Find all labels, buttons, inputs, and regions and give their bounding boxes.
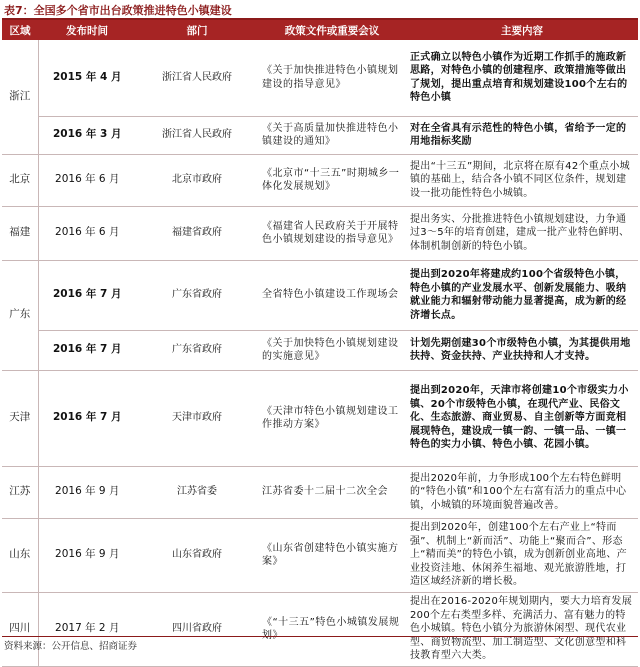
region-cell: 北京 (2, 154, 38, 206)
time-cell: 2015 年 4 月 (38, 40, 136, 116)
header-doc: 政策文件或重要会议 (258, 20, 406, 40)
region-cell: 四川 (2, 592, 38, 666)
table-row (2, 206, 638, 260)
table-row (2, 592, 638, 666)
doc-cell: 《天津市特色小镇规划建设工作推动方案》 (258, 370, 406, 466)
header-content: 主要内容 (406, 20, 638, 40)
region-cell: 江苏 (2, 466, 38, 518)
dept-cell: 浙江省人民政府 (136, 116, 258, 154)
dept-cell: 广东省政府 (136, 260, 258, 330)
header-region: 区域 (2, 20, 38, 40)
dept-cell: 山东省政府 (136, 518, 258, 592)
table-row (2, 466, 638, 518)
content-cell: 正式确立以特色小镇作为近期工作抓手的施政新思路，对特色小镇的创建程序、政策措施等做出了规划，提出重点培育和规划建设100个左右的特色小镇 (406, 40, 638, 116)
content-cell: 计划先期创建30个市级特色小镇，为其提供用地扶持、资金扶持、产业扶持和人才支持。 (406, 330, 638, 370)
table-row (2, 518, 638, 592)
time-cell: 2016 年 6 月 (38, 154, 136, 206)
time-cell: 2016 年 6 月 (38, 206, 136, 260)
time-cell: 2016 年 9 月 (38, 466, 136, 518)
content-cell: 提出在2016-2020年规划期内，要大力培育发展200个左右类型多样、充满活力、富有魅力的特色小城镇。特色小镇分为旅游休闲型、现代农业型、商贸物流型、加工制造型、文化创意型和科技教育型六大类。 (406, 592, 638, 666)
content-cell: 提出务实、分批推进特色小镇规划建设，力争通过3～5年的培育创建，建成一批产业特色鲜明、体制机制创新的特色小镇。 (406, 206, 638, 260)
dept-cell: 四川省政府 (136, 592, 258, 666)
table-row (2, 40, 638, 116)
doc-cell: 江苏省委十二届十二次全会 (258, 466, 406, 518)
header-dept: 部门 (136, 20, 258, 40)
time-cell: 2016 年 7 月 (38, 370, 136, 466)
time-cell: 2017 年 2 月 (38, 592, 136, 666)
content-cell: 对在全省具有示范性的特色小镇，省给予一定的用地指标奖励 (406, 116, 638, 154)
content-cell: 提出到2020年，创建100个左右产业上“特而强”、机制上“新而活”、功能上“聚而合”、形态上“精而美”的特色小镇，成为创新创业高地、产业投资洼地、休闲养生福地、观光旅游胜地，打造区域经济新的增长极。 (406, 518, 638, 592)
source-note: 资料来源：公开信息、招商证券 (4, 641, 138, 652)
dept-cell: 广东省政府 (136, 330, 258, 370)
doc-cell: 《福建省人民政府关于开展特色小镇规划建设的指导意见》 (258, 206, 406, 260)
table-row (2, 260, 638, 330)
table-row (2, 116, 638, 154)
time-cell: 2016 年 3 月 (38, 116, 136, 154)
region-cell: 浙江 (2, 40, 38, 154)
dept-cell: 天津市政府 (136, 370, 258, 466)
table-title: 表7：全国多个省市出台政策推进特色小镇建设 (4, 4, 232, 17)
dept-cell: 浙江省人民政府 (136, 40, 258, 116)
doc-cell: 全省特色小镇建设工作现场会 (258, 260, 406, 330)
dept-cell: 江苏省委 (136, 466, 258, 518)
content-cell: 提出到2020年，天津市将创建10个市级实力小镇、20个市级特色小镇，在现代产业、民俗文化、生态旅游、商业贸易、自主创新等方面竞相展现特色，建设成一镇一韵、一镇一品、一镇一特色的实力小镇、特色小镇、花园小镇。 (406, 370, 638, 466)
table-row (2, 370, 638, 466)
table-row (2, 330, 638, 370)
bottom-rule (2, 636, 638, 637)
content-cell: 提出2020年前，力争形成100个左右特色鲜明的“特色小镇”和100个左右富有活力的重点中心镇，小城镇的环境面貌普遍改善。 (406, 466, 638, 518)
doc-cell: 《关于加快推进特色小镇规划建设的指导意见》 (258, 40, 406, 116)
table-row (2, 154, 638, 206)
content-cell: 提出“十三五”期间，北京将在原有42个重点小城镇的基础上，结合各小镇不同区位条件，规划建设一批功能性特色小城镇。 (406, 154, 638, 206)
policy-table (2, 20, 638, 667)
dept-cell: 北京市政府 (136, 154, 258, 206)
region-cell: 广东 (2, 260, 38, 370)
doc-cell: 《北京市“十三五”时期城乡一体化发展规划》 (258, 154, 406, 206)
region-cell: 福建 (2, 206, 38, 260)
doc-cell: 《关于高质量加快推进特色小镇建设的通知》 (258, 116, 406, 154)
time-cell: 2016 年 7 月 (38, 260, 136, 330)
header-row (2, 20, 638, 40)
time-cell: 2016 年 9 月 (38, 518, 136, 592)
region-cell: 山东 (2, 518, 38, 592)
region-cell: 天津 (2, 370, 38, 466)
header-time: 发布时间 (38, 20, 136, 40)
time-cell: 2016 年 7 月 (38, 330, 136, 370)
dept-cell: 福建省政府 (136, 206, 258, 260)
doc-cell: 《“十三五”特色小城镇发展规 (258, 592, 406, 666)
doc-cell: 《山东省创建特色小镇实施方案》 (258, 518, 406, 592)
content-cell: 提出到2020年将建成约100个省级特色小镇，特色小镇的产业发展水平、创新发展能力、吸纳就业能力和辐射带动能力显著提高，成为新的经济增长点。 (406, 260, 638, 330)
doc-cell: 《关于加快特色小镇规划建设的实施意见》 (258, 330, 406, 370)
